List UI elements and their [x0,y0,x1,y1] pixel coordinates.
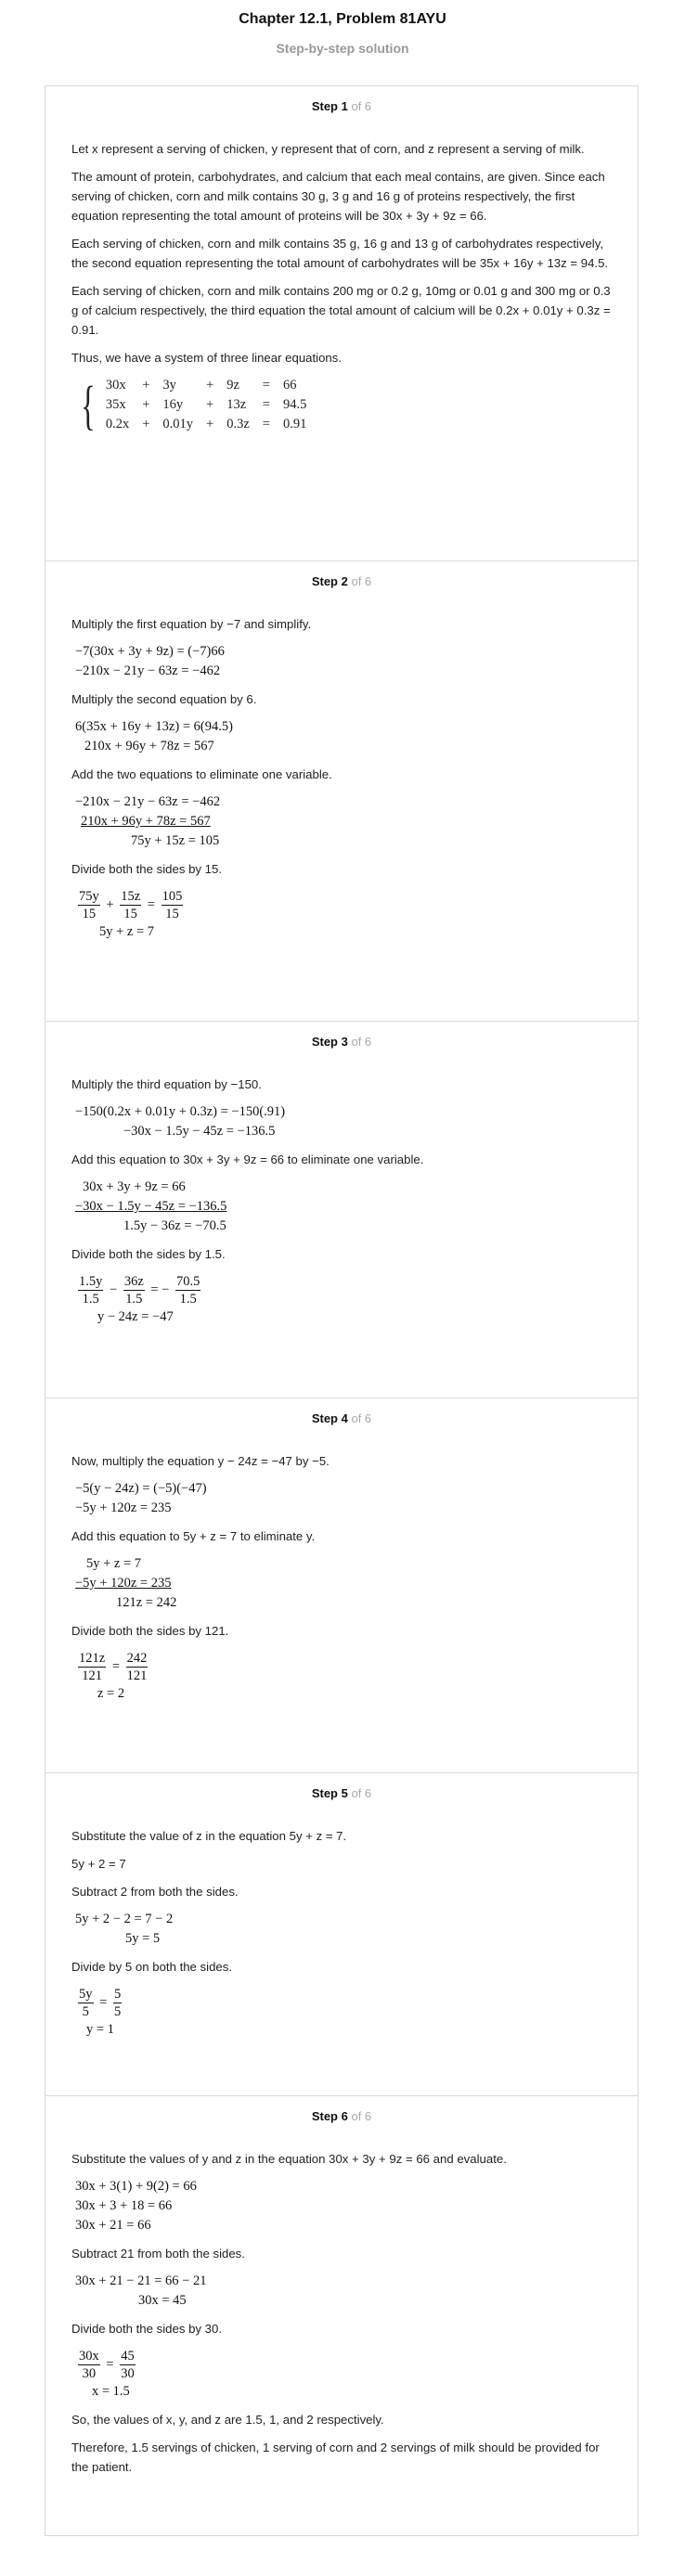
math-line: 1.5y − 36z = −70.5 [123,1218,226,1233]
step-text: Add this equation to 5y + z = 7 to eliminate y. [71,1529,316,1543]
math-block [75,1272,612,1327]
math-line: −5y + 120z = 235 [75,1501,172,1515]
math-line: 30x + 3y + 9z = 66 [83,1179,186,1194]
math-block [75,2272,612,2311]
math-line: y = 1 [86,2022,114,2038]
step-text: So, the values of x, y, and z are 1.5, 1, and 2 respectively. [71,2413,384,2428]
math-line: 210x + 96y + 78z = 567 [81,814,211,829]
step-text: Therefore, 1.5 servings of chicken, 1 serving of corn and 2 servings of milk should be provided for the patient. [71,2441,600,2475]
step-text: Subtract 21 from both the sides. [71,2247,245,2260]
equation-row: 35x + 16y + 13z = 94.5 [105,397,307,412]
math-block [75,1479,612,1518]
math-line: −150(0.2x + 0.01y + 0.3z) = −150(.91) [75,1104,286,1119]
step-text: Each serving of chicken, corn and milk contains 35 g, 16 g and 13 g of carbohydrates respectively, the second equation representing the total amount of carbohydrates will be 35x + 16y + 13z = 94.5. [71,237,609,270]
math-line: −210x − 21y − 63z = −462 [75,794,221,809]
step-text: Divide both the sides by 1.5. [71,1247,226,1261]
step-text: Add this equation to 30x + 3y + 9z = 66 to eliminate one variable. [71,1153,424,1166]
equation-row: 0.2x + 0.01y + 0.3z = 0.91 [105,417,307,431]
math-line: 121z = 242 [116,1595,177,1610]
math-block [75,1649,612,1704]
math-block [75,792,612,851]
step-header: Step 4 of 6 [311,1411,372,1425]
math-block [75,1910,612,1949]
page-header [0,0,685,85]
math-line: 30x + 3(1) + 9(2) = 66 [75,2179,197,2194]
math-block [75,1985,612,2040]
math-block [75,2347,612,2402]
step-header: Step 3 of 6 [311,1035,372,1049]
step-text: 5y + 2 = 7 [71,1857,126,1871]
page-title: Chapter 12.1, Problem 81AYU [239,11,446,27]
step-text: Thus, we have a system of three linear equations. [71,351,342,365]
math-line: 5y = 5 [125,1931,161,1946]
step-6 [45,2096,638,2536]
math-block [75,642,612,681]
math-line: 5y + 2 − 2 = 7 − 2 [75,1912,174,1926]
step-text: Multiply the third equation by −150. [71,1077,262,1091]
step-text: Now, multiply the equation y − 24z = −47 by −5. [71,1454,330,1468]
step-2 [45,561,638,1022]
math-fraction-line: $\frac{121z}{121}$ = $\frac{242}{121}$ [79,1651,148,1684]
step-text: Multiply the first equation by −7 and simplify. [71,617,312,631]
math-line: 75y + 15z = 105 [131,833,220,848]
step-header: Step 5 of 6 [311,1786,372,1800]
math-line: z = 2 [97,1686,125,1702]
page-subtitle: Step-by-step solution [276,41,409,56]
math-fraction-line: $\frac{75y}{15}$ + $\frac{15z}{15}$ = $\frac{105}{15}$ [79,889,183,922]
math-line: 6(35x + 16y + 13z) = 6(94.5) [75,719,233,734]
math-line: 5y + z = 7 [99,924,155,940]
brace-symbol: { [81,374,96,435]
step-text: Divide both the sides by 15. [71,862,223,876]
math-line: 30x + 3 + 18 = 66 [75,2198,173,2213]
math-line: 30x + 21 = 66 [75,2218,151,2233]
math-fraction-line: $\frac{30x}{30}$ = $\frac{45}{30}$ [79,2349,135,2382]
step-header: Step 6 of 6 [311,2109,372,2123]
step-text: Subtract 2 from both the sides. [71,1885,239,1899]
equation-system [75,376,612,434]
math-line: 30x = 45 [138,2293,187,2308]
math-line: x = 1.5 [92,2384,130,2400]
solution-container [45,85,639,2536]
step-text: Add the two equations to eliminate one variable. [71,767,332,781]
step-header: Step 2 of 6 [311,574,372,588]
math-line: −30x − 1.5y − 45z = −136.5 [123,1124,276,1139]
step-4 [45,1398,638,1773]
math-line: −5y + 120z = 235 [75,1576,172,1591]
math-line: y − 24z = −47 [97,1309,174,1325]
math-line: 30x + 21 − 21 = 66 − 21 [75,2273,207,2288]
step-header: Step 1 of 6 [311,99,372,113]
step-text: The amount of protein, carbohydrates, and calcium that each meal contains, are given. Since each serving of chicken, corn and milk contains 30 g, 3 g and 16 g of proteins respectively, the first equation representing the total amount of proteins will be 30x + 3y + 9z = 66. [71,170,605,223]
step-text: Divide both the sides by 30. [71,2322,223,2336]
math-line: −5(y − 24z) = (−5)(−47) [75,1481,207,1496]
math-block [75,1554,612,1613]
math-line: −210x − 21y − 63z = −462 [75,663,221,678]
math-block [75,2177,612,2235]
step-3 [45,1022,638,1398]
step-1 [45,86,638,561]
math-block [75,1178,612,1236]
step-5 [45,1773,638,2096]
math-block [75,1102,612,1141]
math-fraction-line: $\frac{5y}{5}$ = $\frac{5}{5}$ [79,1987,122,2020]
math-block [75,717,612,756]
step-text: Let x represent a serving of chicken, y represent that of corn, and z represent a serving of milk. [71,142,585,156]
math-line: −30x − 1.5y − 45z = −136.5 [75,1199,227,1214]
math-line: −7(30x + 3y + 9z) = (−7)66 [75,644,225,659]
step-text: Multiply the second equation by 6. [71,692,257,706]
math-line: 5y + z = 7 [86,1556,142,1571]
math-block [75,887,612,942]
step-text: Substitute the values of y and z in the equation 30x + 3y + 9z = 66 and evaluate. [71,2152,507,2166]
step-text: Divide by 5 on both the sides. [71,1960,233,1974]
math-fraction-line: $\frac{1.5y}{1.5}$ − $\frac{36z}{1.5}$ = − $\frac{70.5}{1.5}$ [79,1274,200,1307]
step-text: Each serving of chicken, corn and milk contains 200 mg or 0.2 g, 10mg or 0.01 g and 300 mg or 0.3 g of calcium respectively, the third equation the total amount of calcium will be 0.2x + 0.01y + 0.3z = 0.91. [71,284,611,337]
math-line: 210x + 96y + 78z = 567 [84,739,214,753]
step-text: Substitute the value of z in the equation 5y + z = 7. [71,1829,347,1843]
equation-row: 30x + 3y + 9z = 66 [105,378,297,393]
step-text: Divide both the sides by 121. [71,1624,229,1638]
